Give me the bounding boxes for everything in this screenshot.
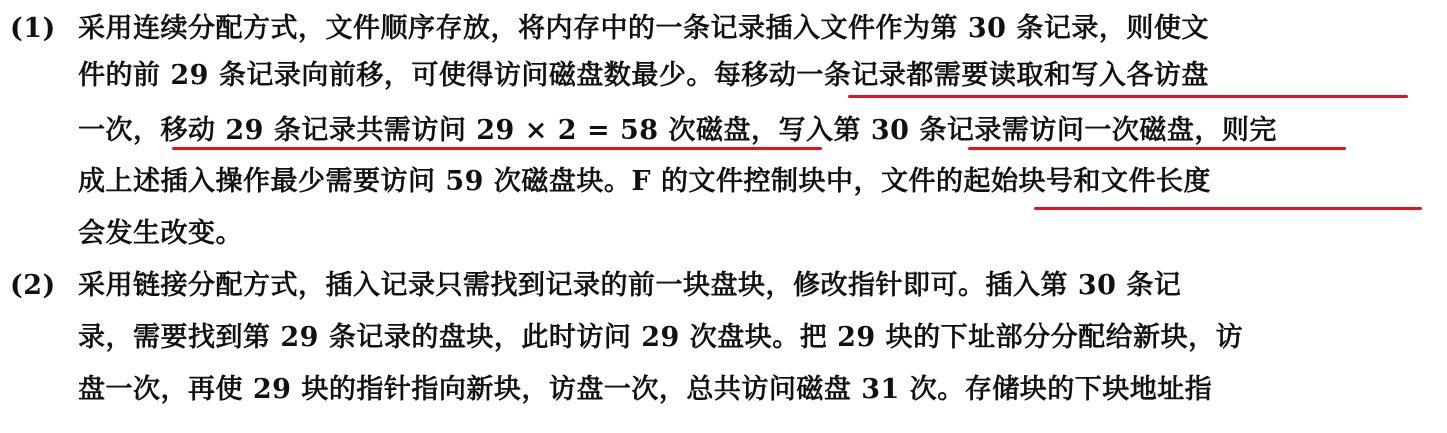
- item-2-marker: (2): [10, 270, 56, 301]
- underline-mark-2: [172, 147, 822, 150]
- item-2-text-line-2: 录，需要找到第 29 条记录的盘块，此时访问 29 次盘块。把 29 块的下址部分分配给新块，访: [78, 322, 1244, 353]
- item-1-marker: (1): [10, 13, 56, 44]
- item-2-text-line-1: 采用链接分配方式，插入记录只需找到记录的前一块盘块，修改指针即可。插入第 30 条记: [78, 270, 1182, 301]
- underline-mark-1: [848, 95, 1408, 98]
- underline-mark-3: [968, 147, 1346, 150]
- item-2-text-line-3: 盘一次，再使 29 块的指针指向新块，访盘一次，总共访问磁盘 31 次。存储块的下块地址指: [78, 374, 1213, 405]
- underline-mark-4: [1034, 207, 1422, 210]
- item-1-text-line-3: 一次，移动 29 条记录共需访问 29 × 2 = 58 次磁盘，写入第 30 条记录需访问一次磁盘，则完: [78, 115, 1277, 146]
- item-1-text-line-2: 件的前 29 条记录向前移，可使得访问磁盘数最少。每移动一条记录都需要读取和写入各访盘: [78, 60, 1209, 91]
- item-1-text-line-1: 采用连续分配方式，文件顺序存放，将内存中的一条记录插入文件作为第 30 条记录，则使文: [78, 13, 1209, 44]
- item-1-text-line-4: 成上述插入操作最少需要访问 59 次磁盘块。F 的文件控制块中，文件的起始块号和文件长度: [78, 166, 1211, 197]
- item-1-text-line-5: 会发生改变。: [78, 218, 243, 249]
